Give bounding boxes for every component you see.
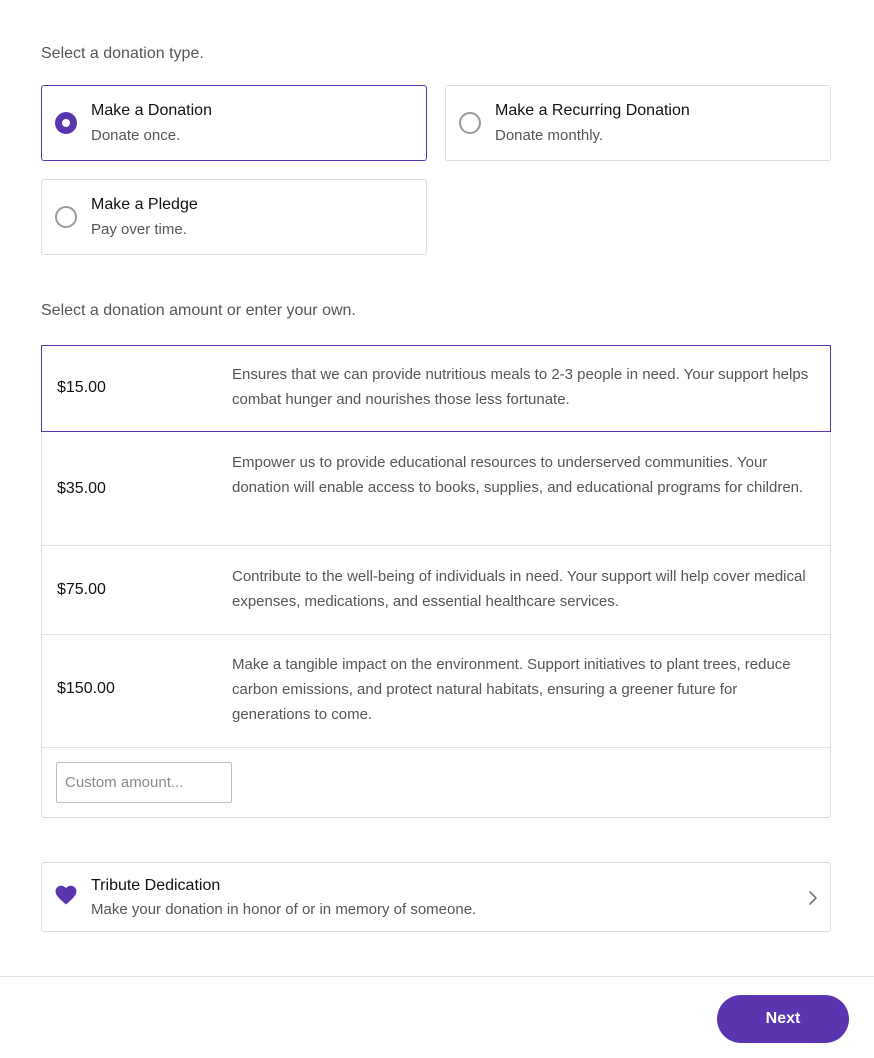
amount-list — [41, 345, 831, 818]
donation-type-one-time[interactable] — [41, 85, 427, 161]
donation-type-subtitle: Donate once. — [91, 127, 181, 144]
amount-value: $35.00 — [57, 480, 106, 497]
amount-value: $75.00 — [57, 581, 106, 598]
radio-checked-icon[interactable] — [55, 112, 77, 134]
amount-description: Make a tangible impact on the environment. Support initiatives to plant trees, reduce carbon emissions, and protect natural habitats, ensuring a greener future for generations to come. — [232, 656, 791, 723]
amount-description: Contribute to the well-being of individuals in need. Your support will help cover medical expenses, medications, and essential healthcare services. — [232, 568, 806, 610]
donation-type-pledge[interactable] — [41, 179, 427, 255]
amount-option-15[interactable] — [41, 345, 831, 432]
amount-option-150[interactable] — [42, 635, 830, 748]
tribute-dedication-button[interactable] — [41, 862, 831, 932]
donation-type-label: Select a donation type. — [41, 45, 204, 62]
donation-type-subtitle: Pay over time. — [91, 221, 187, 238]
donation-type-title: Make a Pledge — [91, 196, 198, 213]
amount-option-75[interactable] — [42, 546, 830, 635]
footer-divider — [0, 976, 874, 977]
custom-amount-input[interactable] — [56, 762, 232, 803]
radio-unchecked-icon[interactable] — [55, 206, 77, 228]
heart-icon — [55, 885, 77, 905]
tribute-title: Tribute Dedication — [91, 877, 221, 894]
donation-type-subtitle: Donate monthly. — [495, 127, 604, 144]
radio-unchecked-icon[interactable] — [459, 112, 481, 134]
next-button[interactable]: Next — [717, 995, 849, 1043]
donation-amount-label: Select a donation amount or enter your own. — [41, 302, 356, 319]
donation-type-title: Make a Donation — [91, 102, 212, 119]
tribute-subtitle: Make your donation in honor of or in memory of someone. — [91, 901, 477, 918]
amount-option-35[interactable] — [42, 432, 830, 546]
amount-value: $150.00 — [57, 680, 115, 697]
donation-type-title: Make a Recurring Donation — [495, 102, 690, 119]
amount-description: Ensures that we can provide nutritious meals to 2-3 people in need. Your support helps combat hunger and nourishes those less fortunate. — [232, 366, 809, 408]
donation-type-recurring[interactable] — [445, 85, 831, 161]
amount-value: $15.00 — [57, 379, 106, 396]
amount-description: Empower us to provide educational resources to underserved communities. Your donation will enable access to books, supplies, and educational programs for children. — [232, 454, 804, 496]
chevron-right-icon — [808, 890, 818, 906]
